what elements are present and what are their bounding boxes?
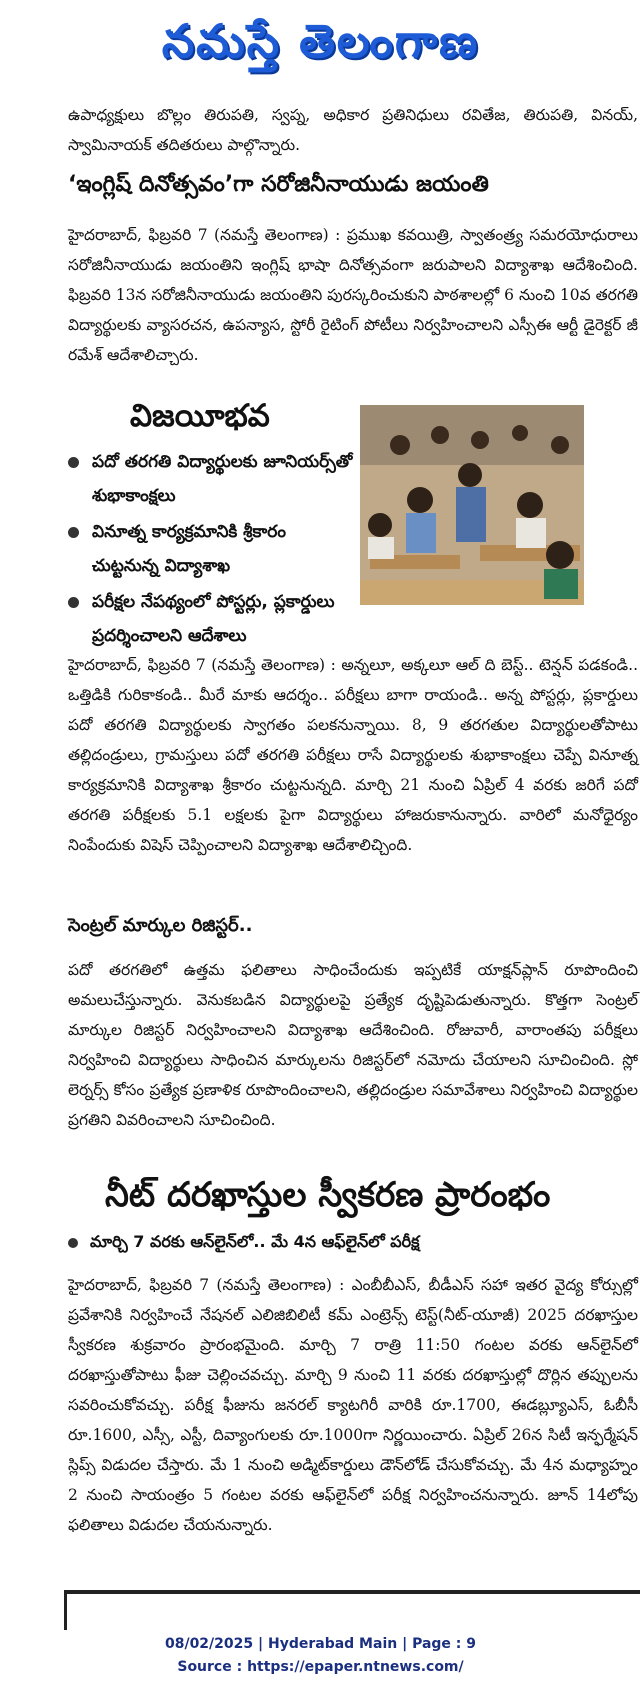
bullet-icon <box>68 527 79 538</box>
story3-body: హైదరాబాద్, ఫిబ్రవరి 7 (నమస్తే తెలంగాణ) : ఎంబీబీఎస్, బీడీఎస్ సహా ఇతర వైద్య కోర్సుల్లో ప్రవేశానికి నిర్వహించే నేషనల్ ఎలిజిబిలిటీ కమ్ ఎంట్రెన్స్ టెస్ట్(నీట్-యూజీ) 2025 దరఖాస్తుల స్వీకరణ శుక్రవారం ప్రారంభమైంది. మార్చి 7 రాత్రి 11:50 గంటల వరకు ఆన్‌లైన్‌లో దరఖాస్తుతోపాటు ఫీజు చెల్లించవచ్చు. మార్చి 9 నుంచి 11 వరకు దరఖాస్తుల్లో దొర్లిన తప్పులను సవరించుకోవచ్చు. పరీక్ష ఫీజును జనరల్ క్యాటగిరీ వారికి రూ.1700, ఈడబ్ల్యూఎస్, ఓబీసీ రూ.1600, ఎస్సీ, ఎస్టీ, దివ్యాంగులకు రూ.1000గా నిర్ణయించారు. ఏప్రిల్ 26న సిటీ ఇన్ఫర్మేషన్ స్లిప్స్ విడుదల చేస్తారు. మే 1 నుంచి అడ్మిట్‌కార్డులు డౌన్‌లోడ్ చేసుకోవచ్చు. మే 4న మధ్యాహ్నం 2 నుంచి సాయంత్రం 5 గంటల వరకు ఆఫ్‌లైన్‌లో పరీక్ష నిర్వహించనున్నారు. జూన్ 14లోపు ఫలితాలు విడుదల చేయనున్నారు. <box>68 1276 638 1534</box>
exam-hall-photo <box>360 405 584 605</box>
exam-hall-image <box>360 405 584 605</box>
story2-bullet: పరీక్షల నేపథ్యంలో పోస్టర్లు, ప్లకార్డులు ప్రదర్శించాలని ఆదేశాలు <box>68 585 358 653</box>
bullet-icon <box>68 1238 78 1248</box>
bullet-icon <box>68 597 79 608</box>
footer-source[interactable]: Source : https://epaper.ntnews.com/ <box>177 1659 464 1675</box>
masthead <box>0 0 641 95</box>
bullet-icon <box>68 457 79 468</box>
page-footer <box>0 1633 641 1679</box>
story2-headline: విజయీభవ <box>130 398 270 434</box>
footer-date-edition: 08/02/2025 | Hyderabad Main | Page : 9 <box>164 1636 477 1652</box>
newspaper-logo: నమస్తే తెలంగాణ <box>161 14 480 68</box>
story1-body: హైదరాబాద్, ఫిబ్రవరి 7 (నమస్తే తెలంగాణ) : ప్రముఖ కవయిత్రి, స్వాతంత్ర్య సమరయోధురాలు సరోజినీనాయుడు జయంతిని ఇంగ్లిష్ భాషా దినోత్సవంగా జరుపాలని విద్యాశాఖ ఆదేశించింది. ఫిబ్రవరి 13న సరోజినీనాయుడు జయంతిని పురస్కరించుకుని పాఠశాలల్లో 6 నుంచి 10వ తరగతి విద్యార్థులకు వ్యాసరచన, ఉపన్యాస, స్టోరీ రైటింగ్ పోటీలు నిర్వహించాలని ఎస్సీఈ ఆర్టీ డైరెక్టర్ జీ రమేశ్ ఆదేశాలిచ్చారు. <box>68 226 638 364</box>
story3-subhead: మార్చి 7 వరకు ఆన్‌లైన్‌లో.. మే 4న ఆఫ్‌లైన్‌లో పరీక్ష <box>68 1232 628 1255</box>
intro-paragraph: ఉపాధ్యక్షులు బొల్లం తిరుపతి, స్వప్న, అధికార ప్రతినిధులు రవితేజ, తిరుపతి, వినయ్, స్వామినాయక్ తదితరులు పాల్గొన్నారు. <box>68 106 638 154</box>
bottom-rule <box>64 1590 640 1594</box>
story2-subheading: సెంట్రల్ మార్కుల రిజిస్టర్.. <box>68 915 253 936</box>
bottom-rule-left <box>64 1590 67 1630</box>
story2-bullet-list <box>68 445 358 655</box>
story2-body2: పదో తరగతిలో ఉత్తమ ఫలితాలు సాధించేందుకు ఇప్పటికే యాక్షన్‌ప్లాన్ రూపొందించి అమలుచేస్తున్నారు. వెనుకబడిన విద్యార్థులపై ప్రత్యేక దృష్టిపెడుతున్నారు. కొత్తగా సెంట్రల్ మార్కుల రిజిస్టర్ నిర్వహించాలని విద్యాశాఖ ఆదేశించింది. రోజువారీ, వారాంతపు పరీక్షలు నిర్వహించి విద్యార్థులు సాధించిన మార్కులను రిజిస్టర్‌లో నమోదు చేయాలని సూచించింది. స్లో లెర్నర్స్ కోసం ప్రత్యేక ప్రణాళిక రూపొందించాలని, తల్లిదండ్రుల సమావేశాలు నిర్వహించి విద్యార్థుల ప్రగతిని వివరించాలని సూచించింది. <box>68 961 638 1129</box>
story1-headline: ‘ఇంగ్లిష్ దినోత్సవం’గా సరోజినీనాయుడు జయంతి <box>68 172 489 197</box>
story3-headline: నీట్ దరఖాస్తుల స్వీకరణ ప్రారంభం <box>105 1175 551 1215</box>
story2-bullet: వినూత్న కార్యక్రమానికి శ్రీకారం చుట్టనున్న విద్యాశాఖ <box>68 515 358 583</box>
story2-body: హైదరాబాద్, ఫిబ్రవరి 7 (నమస్తే తెలంగాణ) : అన్నలూ, అక్కలూ ఆల్ ది బెస్ట్.. టెన్షన్ పడకండి.. ఒత్తిడికి గురికాకండి.. మీరే మాకు ఆదర్శం.. పరీక్షలు బాగా రాయండి.. అన్న పోస్టర్లు, ప్లకార్డులు పదో తరగతి విద్యార్థులకు స్వాగతం పలకనున్నాయి. 8, 9 తరగతుల విద్యార్థులతోపాటు తల్లిదండ్రులు, గ్రామస్తులు పదో తరగతి పరీక్షలు రాసే విద్యార్థులకు శుభాకాంక్షలు చెప్పే వినూత్న కార్యక్రమానికి విద్యాశాఖ శ్రీకారం చుట్టనున్నది. మార్చి 21 నుంచి ఏప్రిల్ 4 వరకు జరిగే పదో తరగతి పరీక్షలకు 5.1 లక్షలకు పైగా విద్యార్థులు హాజరుకానున్నారు. వారిలో మనోధైర్యం నింపేందుకు విషెస్ చెప్పించాలని విద్యాశాఖ ఆదేశాలిచ్చింది. <box>68 656 638 854</box>
story2-bullet: పదో తరగతి విద్యార్థులకు జూనియర్స్‌తో శుభాకాంక్షలు <box>68 445 358 513</box>
